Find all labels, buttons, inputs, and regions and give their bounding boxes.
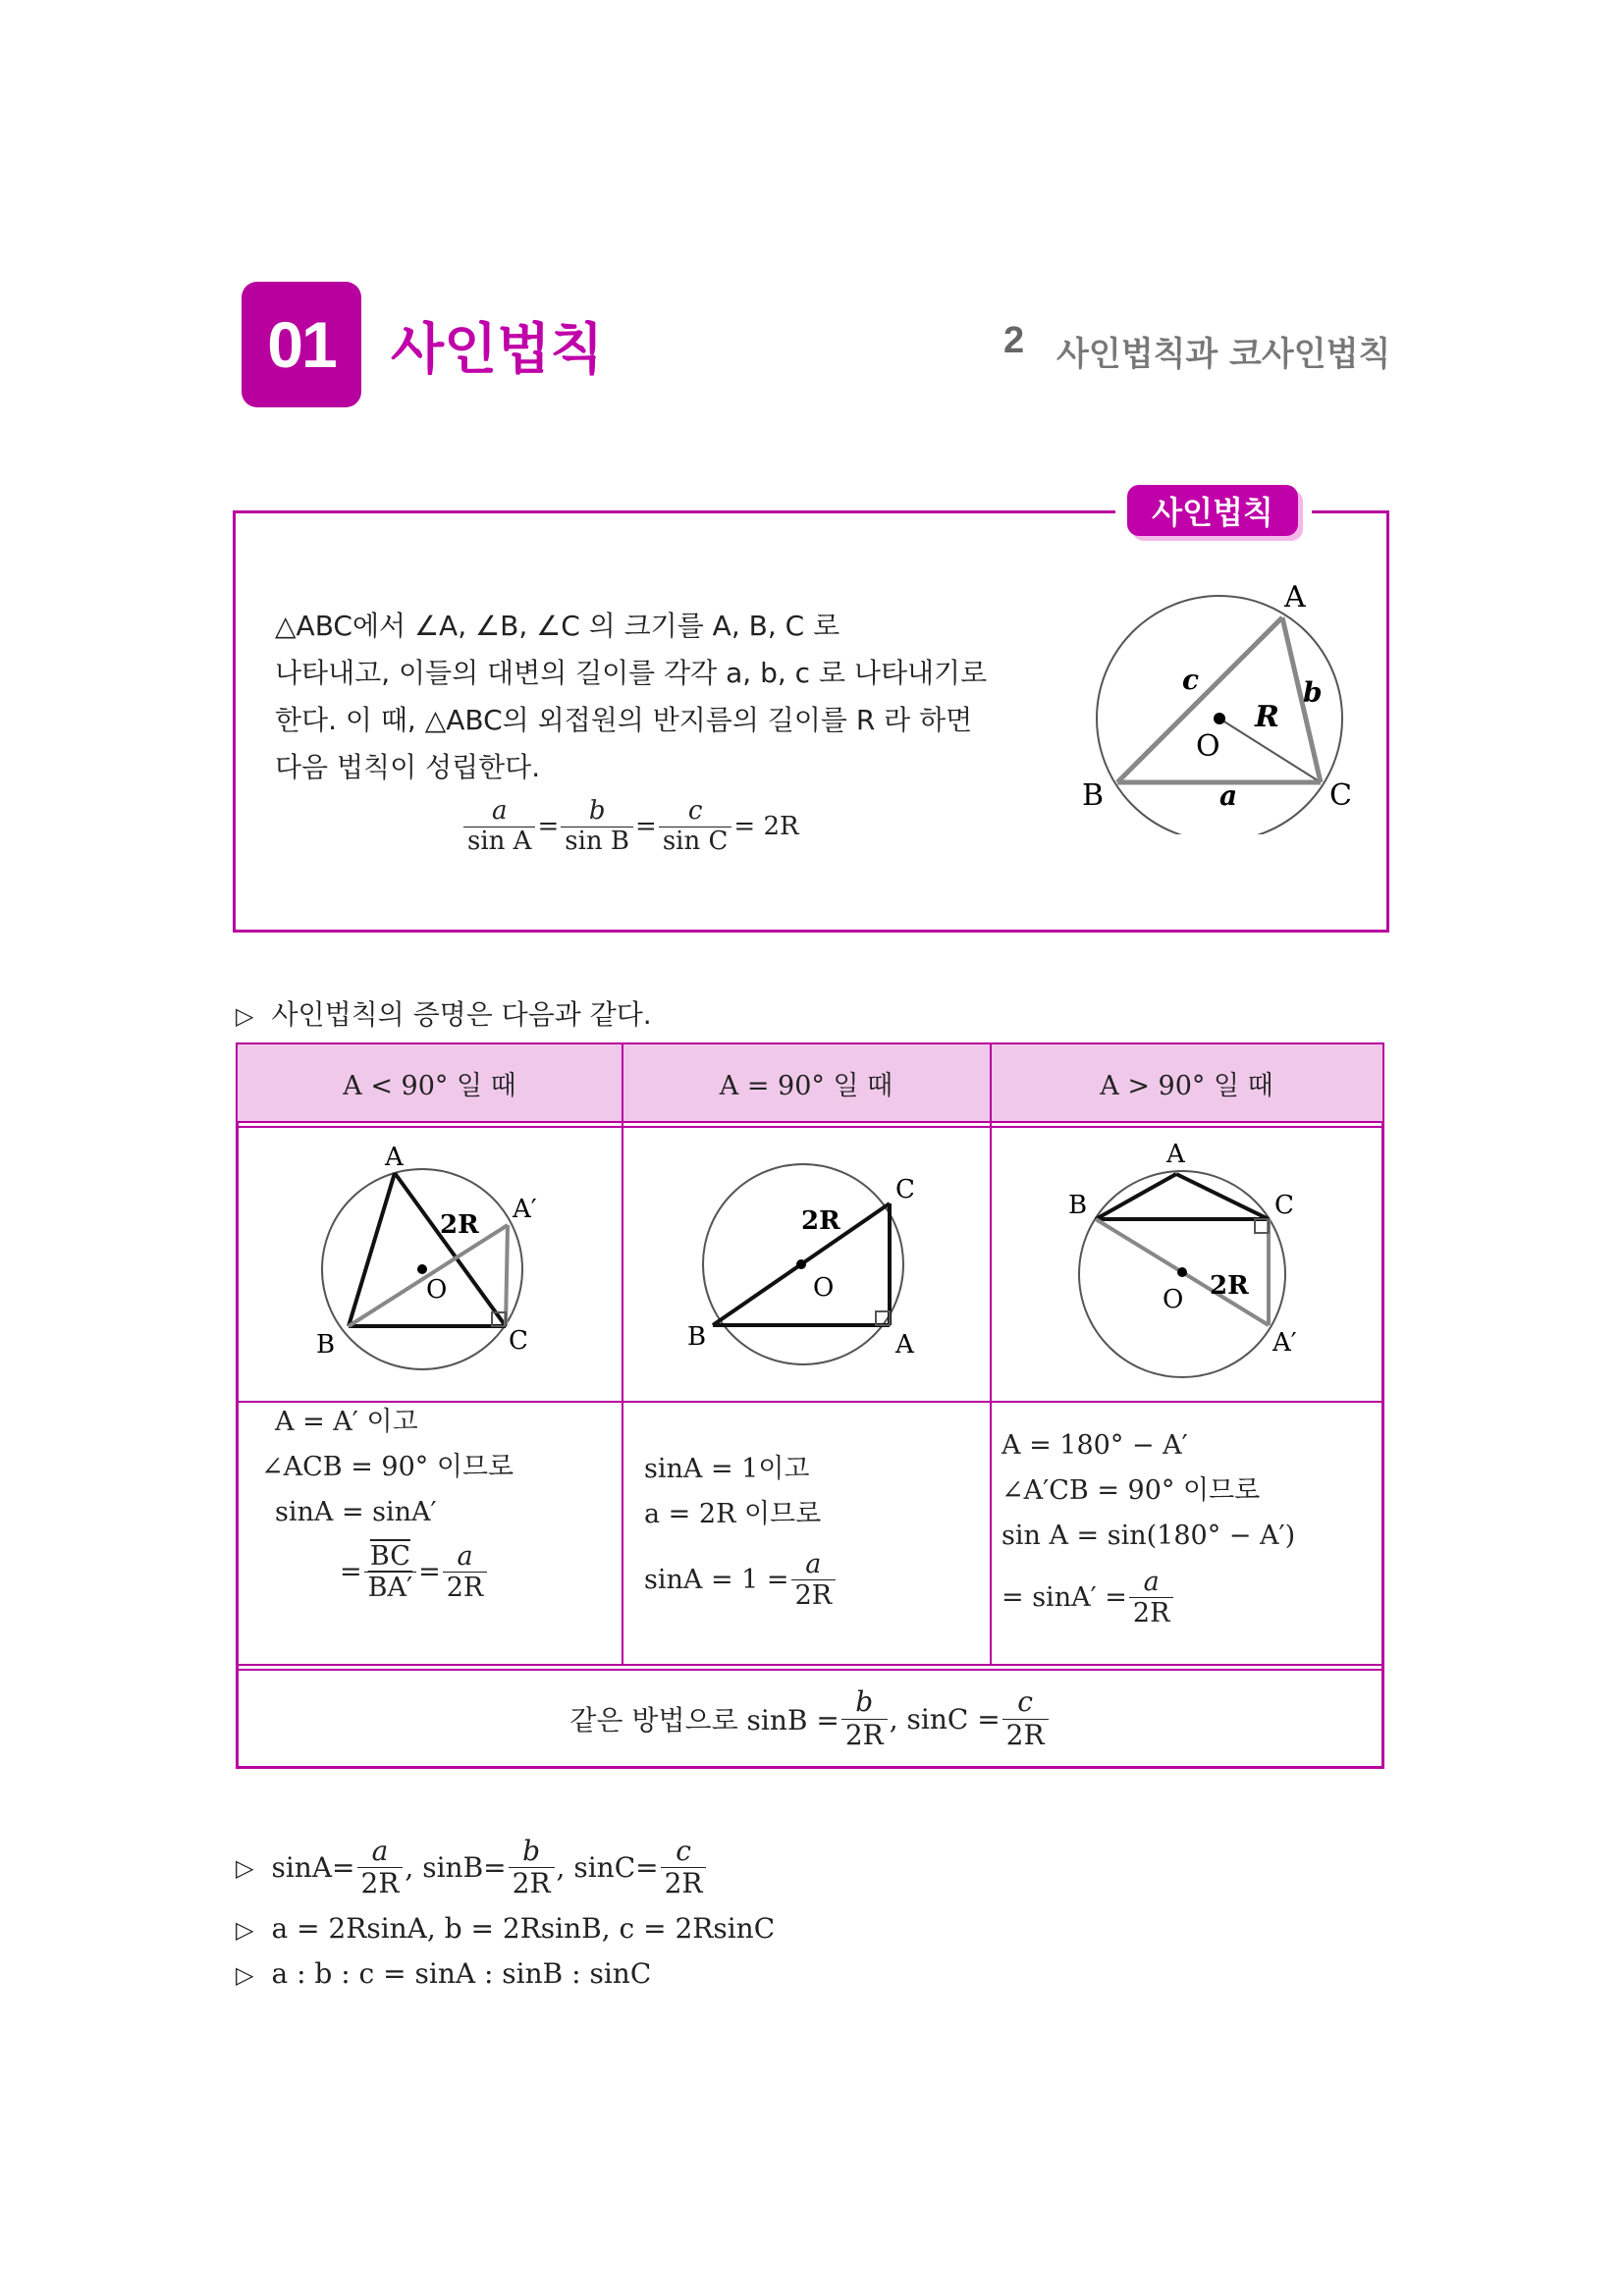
footer-num-b: b [855,1685,874,1719]
col2-line1: sinA = 1이고 [644,1454,810,1484]
col-divider [990,1044,992,1664]
formula-den-a: sin A [463,827,535,857]
formula-num-b: b [588,796,606,826]
label-B: B [316,1330,336,1360]
label-A: A [385,1143,404,1172]
note1-sinB: , sinB= [405,1851,507,1885]
row-divider [238,1126,1382,1128]
header-obtuse: A > 90° 일 때 [991,1044,1382,1121]
footer-den-c: 2R [1002,1719,1049,1751]
proof-intro [236,993,652,1033]
note1-den-a: 2R [357,1867,404,1899]
label-O: O [426,1275,448,1305]
figure-acute [304,1139,579,1394]
col2-line3 [644,1549,838,1611]
label-A-prime: A′ [513,1195,537,1224]
note1-den-b: 2R [509,1867,555,1899]
label-B: B [687,1322,707,1352]
label-2R: 2R [440,1210,479,1240]
label-A: A [895,1330,914,1360]
note1-sinA: sinA= [271,1851,355,1885]
col1-den-2R: 2R [443,1572,488,1603]
note-1 [236,1836,708,1899]
col1-line4 [340,1541,489,1603]
chapter-title: 사인법칙과 코사인법칙 [1056,335,1391,374]
note2-text: a = 2RsinA, b = 2RsinB, c = 2RsinC [271,1912,776,1945]
col3-line1: A = 180° − A′ [1001,1430,1188,1461]
col-divider [622,1044,623,1664]
bullet-icon: ▷ [236,1961,254,1989]
side-A2C [506,1225,508,1326]
label-b: b [1303,676,1323,709]
chapter-number: 2 [1003,320,1025,361]
footer-text: 같은 방법으로 sinB = [569,1704,839,1736]
col3-eq-text: = sinA′ = [1001,1581,1127,1613]
figure-right [677,1148,952,1394]
note1-den-c: 2R [661,1867,707,1899]
col1-eq2: = [418,1556,441,1587]
label-B: B [1068,1191,1088,1220]
formula-num-c: c [687,796,703,826]
col1-den-BA: BA′ [364,1572,416,1603]
table-footer-row [238,1672,1382,1766]
footer-den-b: 2R [841,1719,888,1751]
center-point [1214,713,1225,724]
label-O: O [813,1273,835,1303]
label-A: A [1166,1140,1185,1169]
col1-num-a: a [457,1541,473,1572]
concept-line-2: 나타내고, 이들의 대변의 길이를 각각 a, b, c 로 나타내기로 [275,657,988,689]
bullet-icon: ▷ [236,1916,254,1944]
note1-num-a: a [371,1835,389,1867]
label-B: B [1082,778,1105,813]
side-AC [1176,1174,1269,1219]
side-BA [1096,1174,1176,1219]
proof-intro-text: 사인법칙의 증명은 다음과 같다. [271,998,652,1031]
label-a: a [1219,779,1238,812]
circumcircle-figure [1070,569,1365,834]
label-A-prime: A′ [1272,1328,1297,1358]
concept-line-1: △ABC에서 ∠A, ∠B, ∠C 의 크기를 A, B, C 로 [275,610,840,642]
col3-line4 [1001,1567,1175,1629]
sine-law-formula [461,797,799,857]
note1-sinC: , sinC= [556,1851,659,1885]
center-point [1177,1267,1187,1277]
label-C: C [895,1175,915,1204]
label-C: C [1274,1191,1294,1220]
col1-line3: sinA = sinA′ [275,1497,437,1527]
figure-obtuse [1060,1129,1335,1394]
col2-eq-text: sinA = 1 = [644,1564,789,1595]
col1-num-BC: $\overline{BC}$ [369,1541,410,1572]
col2-line2: a = 2R 이므로 [644,1499,822,1529]
concept-line-3: 한다. 이 때, △ABC의 외접원의 반지름의 길이를 R 라 하면 [275,704,973,736]
col1-line1: A = A′ 이고 [275,1407,418,1437]
right-angle-mark [1255,1219,1269,1233]
note3-text: a : b : c = sinA : sinB : sinC [271,1957,652,1990]
center-point [417,1264,427,1274]
label-c: c [1182,664,1200,696]
footer-mid: , sinC = [889,1702,1001,1735]
formula-eq: = [635,812,657,842]
side-AC [395,1173,506,1326]
note-3 [236,1957,651,1990]
row-divider [238,1664,1382,1666]
col3-line3: sin A = sin(180° − A′) [1001,1521,1296,1551]
label-2R: 2R [801,1206,840,1236]
col1-line2: ∠ACB = 90° 이므로 [261,1452,514,1482]
footer-num-c: c [1017,1685,1033,1719]
section-number-badge: 01 [242,282,361,407]
section-title: 사인법칙 [391,318,604,382]
col3-line2: ∠A′CB = 90° 이므로 [1001,1475,1261,1506]
label-2R: 2R [1210,1271,1249,1301]
formula-den-c: sin C [659,827,732,857]
note1-num-c: c [676,1835,691,1867]
row-divider [238,1669,1382,1671]
header-acute: A < 90° 일 때 [238,1044,622,1121]
formula-result: = 2R [733,812,799,842]
col1-eq: = [340,1556,362,1587]
row-divider [238,1121,1382,1123]
label-O: O [1196,729,1220,764]
header-right: A = 90° 일 때 [623,1044,990,1121]
note1-num-b: b [522,1835,541,1867]
col3-num-a: a [1143,1567,1160,1597]
bullet-icon: ▷ [236,1853,254,1882]
label-R: R [1255,700,1279,734]
bullet-icon: ▷ [236,1002,254,1030]
label-C: C [509,1326,528,1356]
col2-num-a: a [805,1549,822,1579]
center-point [796,1259,806,1269]
col2-den-2R: 2R [791,1579,837,1611]
label-O: O [1163,1285,1184,1314]
note-2 [236,1912,775,1945]
label-A: A [1284,580,1306,614]
concept-tag: 사인법칙 [1127,485,1298,536]
formula-den-b: sin B [561,827,633,857]
concept-line-4: 다음 법칙이 성립한다. [275,751,541,783]
col3-den-2R: 2R [1129,1597,1174,1629]
label-C: C [1329,778,1352,813]
formula-eq: = [537,812,560,842]
formula-num-a: a [491,796,508,826]
